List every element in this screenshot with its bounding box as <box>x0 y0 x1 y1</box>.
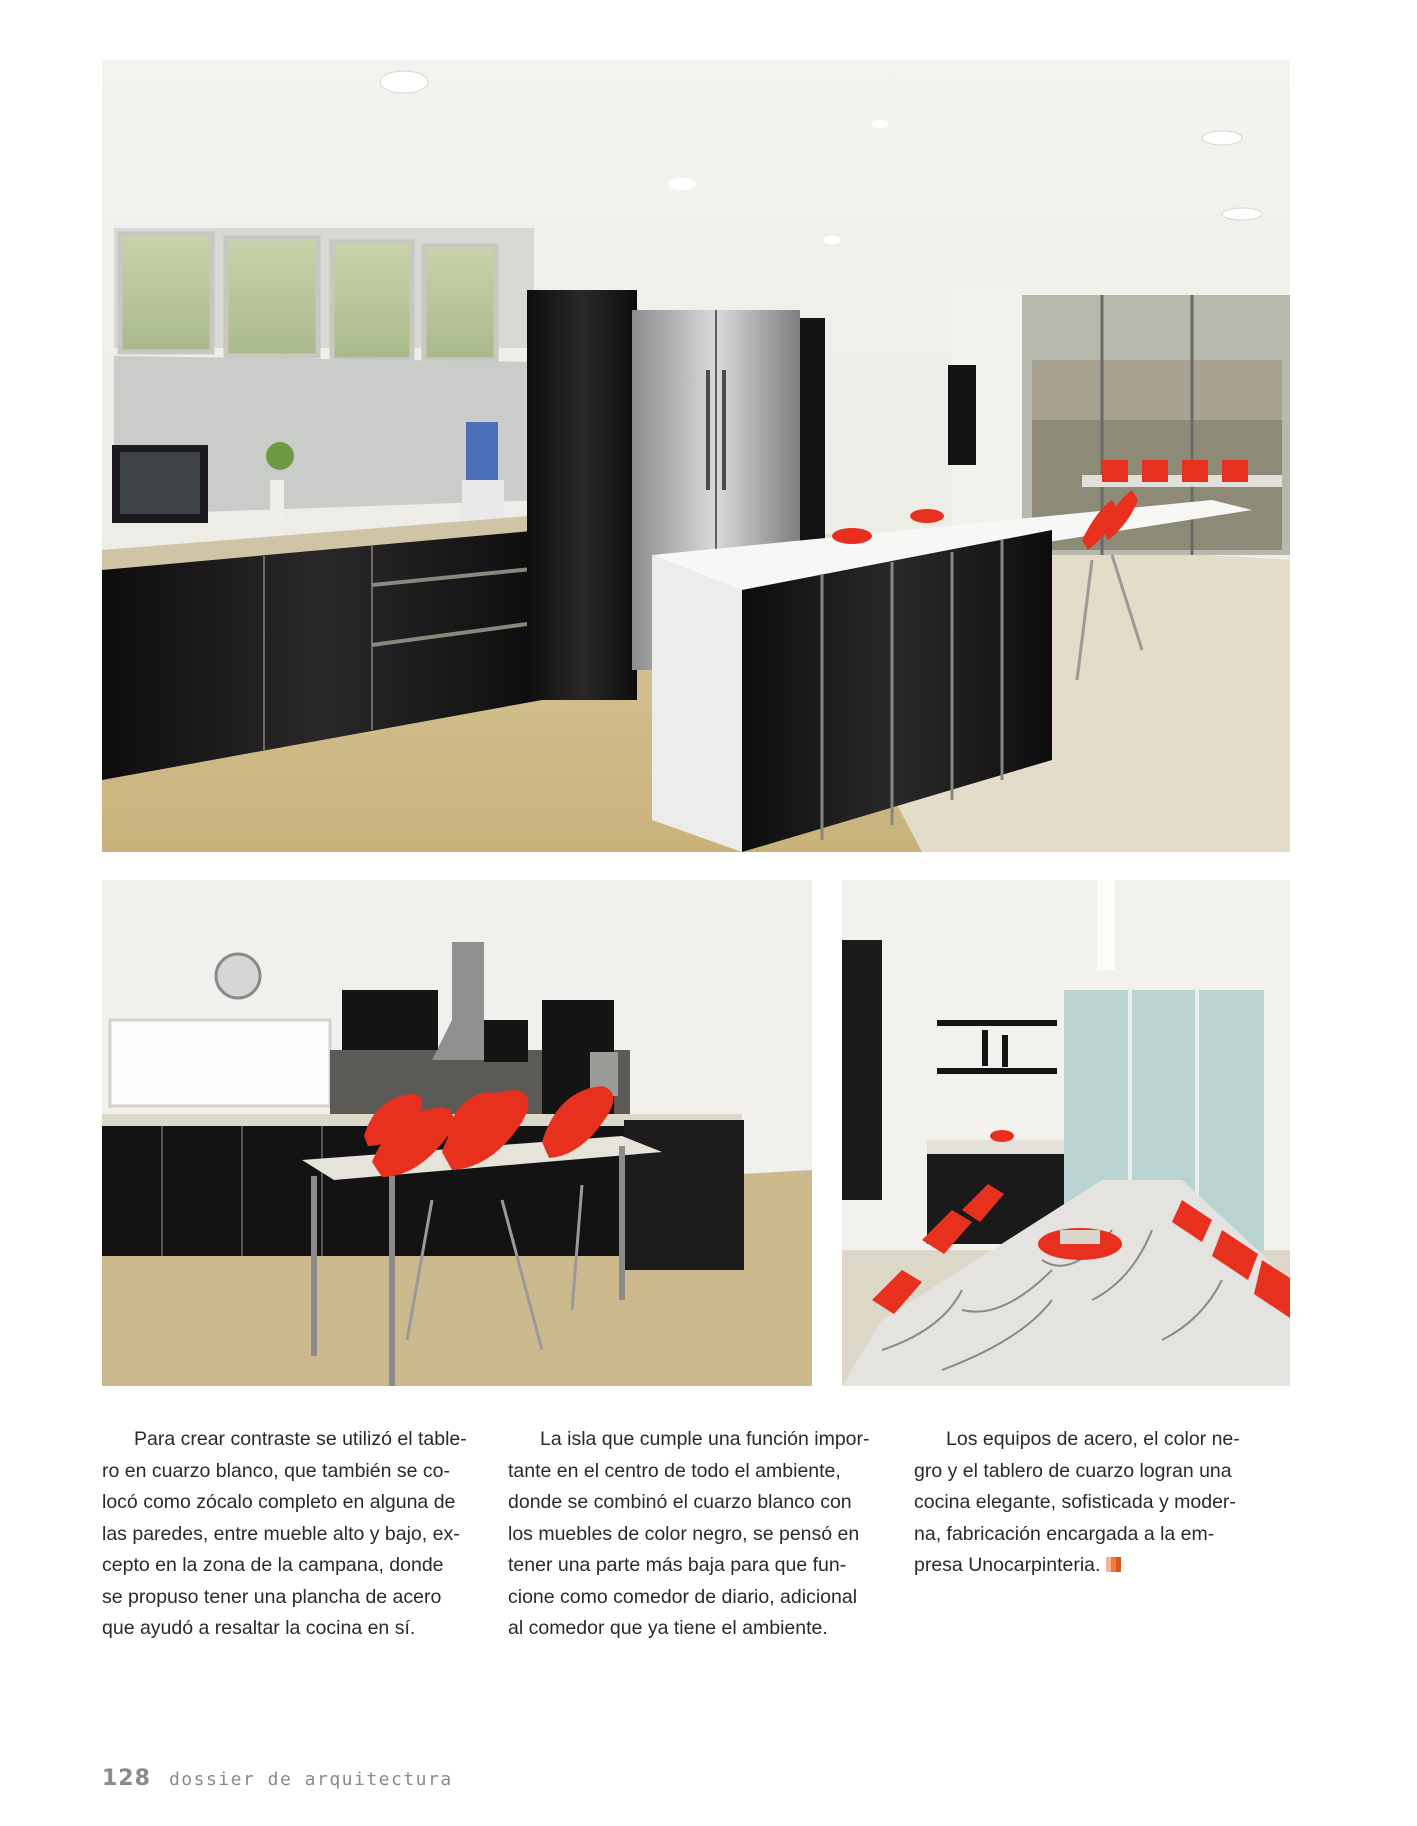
paragraph-1 <box>102 1424 478 1645</box>
paragraph-2 <box>508 1424 884 1645</box>
text-line: al comedor que ya tiene el ambiente. <box>508 1617 828 1639</box>
text-line: Los equipos de acero, el color ne- <box>946 1428 1240 1450</box>
text-line: cione como comedor de diario, adicional <box>508 1585 858 1608</box>
text-line: cepto en la zona de la campana, donde <box>102 1554 444 1576</box>
breakfast-table-image <box>102 880 812 1386</box>
text-line: los muebles de color negro, se pensó en <box>508 1522 860 1545</box>
text-line: cocina elegante, sofisticada y moder- <box>914 1491 1236 1513</box>
kitchen-island-image <box>102 60 1290 852</box>
text-column-1 <box>102 1424 478 1645</box>
page-footer <box>102 1766 453 1794</box>
paragraph-3 <box>914 1424 1290 1582</box>
main-kitchen-photo <box>102 60 1290 852</box>
text-line: ro en cuarzo blanco, que también se co- <box>102 1459 450 1482</box>
text-line: gro y el tablero de cuarzo logran una <box>914 1459 1232 1482</box>
text-line: que ayudó a resaltar la cocina en sí. <box>102 1617 416 1639</box>
text-line: Para crear contraste se utilizó el table- <box>134 1428 467 1450</box>
text-column-3 <box>914 1424 1290 1582</box>
text-line: tener una parte más baja para que fun- <box>508 1554 847 1576</box>
marble-dining-photo <box>842 880 1290 1386</box>
text-line: tante en el centro de todo el ambiente, <box>508 1459 841 1482</box>
text-line: locó como zócalo completo en alguna de <box>102 1491 456 1513</box>
text-line: donde se combinó el cuarzo blanco con <box>508 1491 852 1513</box>
text-line: se propuso tener una plancha de acero <box>102 1585 442 1608</box>
text-line: na, fabricación encargada a la em- <box>914 1522 1215 1545</box>
page-number: 128 <box>102 1766 151 1791</box>
text-column-2 <box>508 1424 884 1645</box>
magazine-name: dossier de arquitectura <box>168 1769 453 1790</box>
text-line: las paredes, entre mueble alto y bajo, ex- <box>102 1522 460 1545</box>
marble-dining-image <box>842 880 1290 1386</box>
breakfast-table-photo <box>102 880 812 1386</box>
text-line: presa Unocarpinteria. <box>914 1554 1101 1576</box>
article-end-mark-icon <box>1106 1557 1121 1572</box>
text-line: La isla que cumple una función impor- <box>540 1428 870 1450</box>
